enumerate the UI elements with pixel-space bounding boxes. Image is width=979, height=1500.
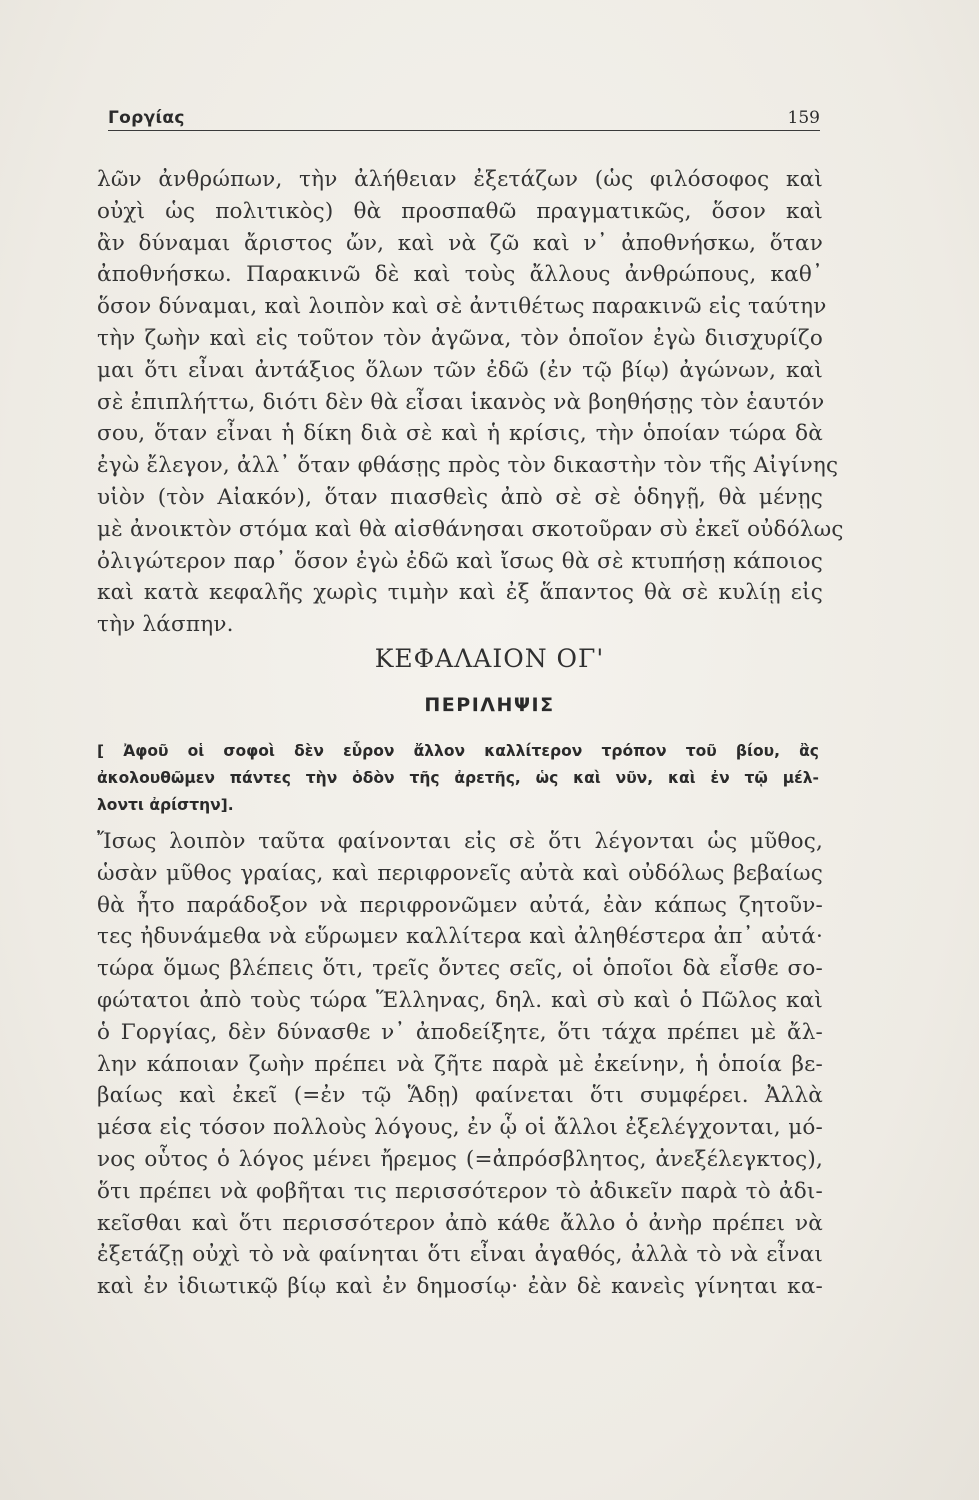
- text-line: νος οὗτος ὁ λόγος μένει ἤρεμος (=ἀπρόσβλητος, ἀνεξέλεγκτος),: [97, 1146, 823, 1172]
- text-line: σὲ ἐπιπλήττω, διότι δὲν θὰ εἶσαι ἱκανὸς νὰ βοηθήσῃς τὸν ἑαυτόν: [97, 389, 825, 415]
- text-line: τώρα ὅμως βλέπεις ὅτι, τρεῖς ὄντες σεῖς, οἱ ὁποῖοι δὰ εἶσθε σο-: [97, 956, 823, 982]
- text-line: σου, ὅταν εἶναι ἡ δίκη διὰ σὲ καὶ ἡ κρίσις, τὴν ὁποίαν τώρα δὰ: [97, 421, 823, 447]
- text-line: καὶ ἐν ἰδιωτικῷ βίῳ καὶ ἐν δημοσίῳ· ἐὰν δὲ κανεὶς γίνηται κα-: [97, 1274, 823, 1300]
- running-head: Γοργίας: [108, 108, 185, 128]
- text-line: μαι ὅτι εἶναι ἀντάξιος ὅλων τῶν ἐδῶ (ἐν τῷ βίῳ) ἀγώνων, καὶ: [97, 357, 823, 383]
- section-title: ΠΕΡΙΛΗΨΙΣ: [424, 694, 555, 716]
- summary-line: [ Ἀφοῦ οἱ σοφοὶ δὲν εὗρον ἄλλον καλλίτερον τρόπον τοῦ βίου, ἂς: [97, 742, 819, 760]
- text-line: Ἴσως λοιπὸν ταῦτα φαίνονται εἰς σὲ ὅτι λέγονται ὡς μῦθος,: [97, 829, 823, 854]
- text-line: βαίως καὶ ἐκεῖ (=ἐν τῷ Ἅδῃ) φαίνεται ὅτι συμφέρει. Ἀλλὰ: [97, 1083, 823, 1109]
- text-line: ὀλιγώτερον παρ᾽ ὅσον ἐγὼ ἐδῶ καὶ ἴσως θὰ σὲ κτυπήσῃ κάποιος: [97, 548, 823, 574]
- text-line: λῶν ἀνθρώπων, τὴν ἀλήθειαν ἐξετάζων (ὡς φιλόσοφος καὶ: [97, 167, 823, 192]
- chapter-title: ΚΕΦΑΛΑΙΟΝ ΟΓ': [374, 644, 605, 673]
- text-line: λην κάποιαν ζωὴν πρέπει νὰ ζῆτε παρὰ μὲ ἐκείνην, ἡ ὁποία βε-: [97, 1051, 823, 1077]
- text-line: μὲ ἀνοικτὸν στόμα καὶ θὰ αἰσθάνησαι σκοτοῦραν σὺ ἐκεῖ οὐδόλως: [97, 516, 844, 542]
- text-line: ὁ Γοργίας, δὲν δύνασθε ν᾽ ἀποδείξητε, ὅτι τάχα πρέπει μὲ ἄλ-: [97, 1019, 823, 1045]
- page-number: 159: [787, 108, 820, 128]
- text-line: ἀποθνήσκω. Παρακινῶ δὲ καὶ τοὺς ἄλλους ἀνθρώπους, καθ᾽: [97, 262, 823, 288]
- body-text-upper: [97, 164, 844, 641]
- text-line: ὅσον δύναμαι, καὶ λοιπὸν καὶ σὲ ἀντιθέτως παρακινῶ εἰς ταύτην: [97, 294, 827, 320]
- body-text-lower: [97, 826, 823, 1303]
- text-line: τες ἠδυνάμεθα νὰ εὕρωμεν καλλίτερα καὶ ἀληθέστερα ἀπ᾽ αὐτά·: [97, 924, 823, 950]
- page-header: [108, 104, 820, 131]
- text-line: θὰ ἦτο παράδοξον νὰ περιφρονῶμεν αὐτά, ἐὰν κάπως ζητοῦν-: [97, 892, 823, 918]
- text-line: φώτατοι ἀπὸ τοὺς τώρα Ἕλληνας, δηλ. καὶ σὺ καὶ ὁ Πῶλος καὶ: [97, 987, 823, 1013]
- text-line: τὴν ζωὴν καὶ εἰς τοῦτον τὸν ἀγῶνα, τὸν ὁποῖον ἐγὼ διισχυρίζο: [97, 325, 823, 351]
- text-line: οὐχὶ ὡς πολιτικὸς) θὰ προσπαθῶ πραγματικῶς, ὅσον καὶ: [97, 198, 823, 224]
- text-line: υἱὸν (τὸν Αἰακόν), ὅταν πιασθεὶς ἀπὸ σὲ σὲ ὁδηγῇ, θὰ μένῃς: [97, 484, 823, 510]
- text-line: μέσα εἰς τόσον πολλοὺς λόγους, ἐν ᾧ οἱ ἄλλοι ἐξελέγχονται, μό-: [97, 1115, 823, 1141]
- summary-line: λοντι ἀρίστην].: [97, 796, 234, 814]
- text-line: ἂν δύναμαι ἄριστος ὤν, καὶ νὰ ζῶ καὶ ν᾽ ἀποθνήσκω, ὅταν: [97, 230, 823, 256]
- text-line: ἐξετάζῃ οὐχὶ τὸ νὰ φαίνηται ὅτι εἶναι ἀγαθός, ἀλλὰ τὸ νὰ εἶναι: [97, 1242, 823, 1268]
- text-line: ὅτι πρέπει νὰ φοβῆται τις περισσότερον τὸ ἀδικεῖν παρὰ τὸ ἀδι-: [97, 1178, 823, 1204]
- chapter-summary: [97, 738, 819, 819]
- text-line: καὶ κατὰ κεφαλῆς χωρὶς τιμὴν καὶ ἐξ ἅπαντος θὰ σὲ κυλίῃ εἰς: [97, 580, 823, 606]
- text-line: ὡσὰν μῦθος γραίας, καὶ περιφρονεῖς αὐτὰ καὶ οὐδόλως βεβαίως: [97, 860, 823, 886]
- text-line: κεῖσθαι καὶ ὅτι περισσότερον ἀπὸ κάθε ἄλλο ὁ ἀνὴρ πρέπει νὰ: [97, 1210, 823, 1236]
- summary-line: ἀκολουθῶμεν πάντες τὴν ὁδὸν τῆς ἀρετῆς, ὡς καὶ νῦν, καὶ ἐν τῷ μέλ-: [97, 769, 819, 787]
- text-line: τὴν λάσπην.: [97, 612, 234, 638]
- text-line: ἐγὼ ἔλεγον, ἀλλ᾽ ὅταν φθάσῃς πρὸς τὸν δικαστὴν τὸν τῆς Αἰγίνης: [97, 453, 839, 479]
